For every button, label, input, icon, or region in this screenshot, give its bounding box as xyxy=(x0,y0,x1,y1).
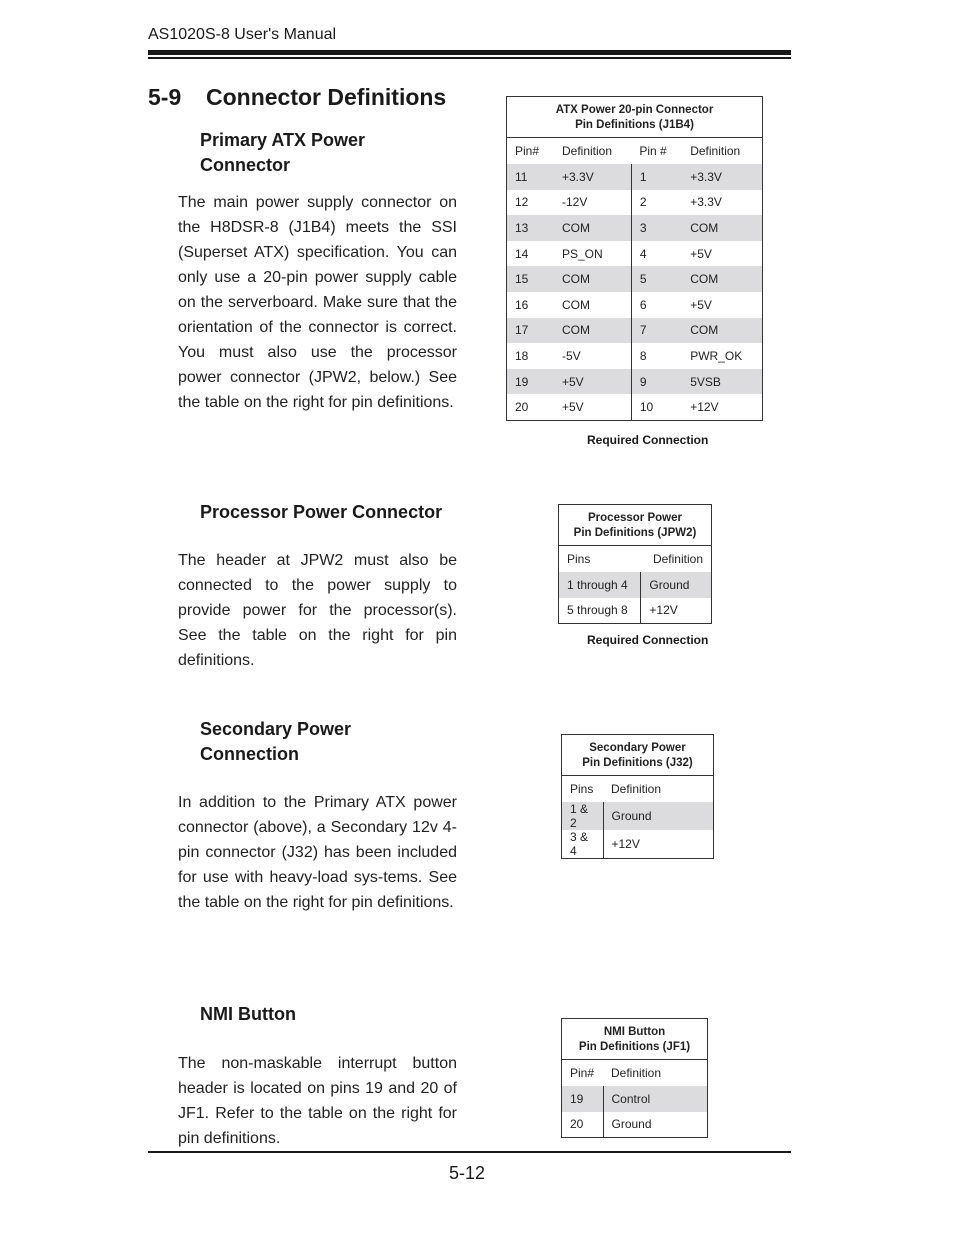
table-cell: +12V xyxy=(682,394,762,420)
nmi-heading: NMI Button xyxy=(200,1004,296,1024)
atx-heading-line2: Connector xyxy=(200,155,290,175)
section-title: Connector Definitions xyxy=(206,84,447,110)
table-header-row xyxy=(559,546,712,573)
table-cell: -12V xyxy=(562,195,588,210)
table-cell: +3.3V xyxy=(554,164,631,190)
nmi-table-subtitle: Pin Definitions (JF1) xyxy=(578,1041,691,1053)
atx-table-caption xyxy=(507,97,763,138)
table-cell: 9 xyxy=(631,369,682,395)
table-row xyxy=(559,572,712,598)
column-header: Pin # xyxy=(639,144,667,158)
column-header: Pins xyxy=(559,546,641,573)
table-row xyxy=(507,215,763,241)
table-row xyxy=(507,190,763,216)
table-cell: COM xyxy=(682,215,762,241)
table-cell: 1 through 4 xyxy=(559,572,641,598)
nmi-pin-table xyxy=(561,1018,708,1138)
table-cell: 2 xyxy=(631,190,682,216)
secondary-heading-line2: Connection xyxy=(200,744,299,764)
table-cell: 19 xyxy=(562,1086,604,1112)
table-cell: 8 xyxy=(631,343,682,369)
table-cell: PWR_OK xyxy=(682,343,762,369)
table-cell: 15 xyxy=(507,266,555,292)
processor-required-note: Required Connection xyxy=(587,633,709,647)
table-cell: +3.3V xyxy=(682,164,762,190)
table-row xyxy=(507,292,763,318)
table-cell: +12V xyxy=(641,598,712,624)
table-row xyxy=(562,802,714,830)
table-row xyxy=(562,1112,708,1138)
table-cell: Ground xyxy=(641,572,712,598)
table-header-row xyxy=(562,1060,708,1087)
table-cell: 12 xyxy=(507,190,555,216)
table-row xyxy=(562,1086,708,1112)
table-row xyxy=(507,369,763,395)
table-cell: +5V xyxy=(554,369,631,395)
table-cell: Ground xyxy=(603,1112,708,1138)
table-header-row xyxy=(507,138,763,165)
table-cell: +12V xyxy=(603,830,714,859)
table-cell: COM xyxy=(562,297,590,312)
table-cell: 3 xyxy=(631,215,682,241)
table-cell: 4 xyxy=(631,241,682,267)
table-cell: 1 xyxy=(631,164,682,190)
column-header: Definition xyxy=(682,138,762,165)
table-cell: 10 xyxy=(631,394,682,420)
processor-table-caption xyxy=(559,505,712,546)
table-cell: PS_ON xyxy=(562,246,603,261)
secondary-table-title: Secondary Power xyxy=(589,742,686,754)
atx-pin-table xyxy=(506,96,763,421)
header-rule-thick xyxy=(148,50,791,55)
header-rule-thin xyxy=(148,57,791,59)
table-cell: COM xyxy=(682,318,762,344)
column-header: Definition xyxy=(603,776,714,803)
table-row xyxy=(507,343,763,369)
table-row xyxy=(507,266,763,292)
table-cell: 5VSB xyxy=(682,369,762,395)
column-header: Pin# xyxy=(562,1060,604,1087)
processor-paragraph: The header at JPW2 must also be connected to the power supply to provide power for the processor(s). See the table on the right for pin definitions. xyxy=(178,552,457,669)
page-number: 5-12 xyxy=(449,1163,486,1183)
footer-rule xyxy=(148,1151,791,1153)
processor-pin-table xyxy=(558,504,712,624)
table-cell: -5V xyxy=(562,348,581,363)
atx-heading-line1: Primary ATX Power xyxy=(200,130,366,150)
table-cell: 1 & 2 xyxy=(562,802,604,830)
nmi-table-title: NMI Button xyxy=(603,1026,666,1038)
table-row xyxy=(507,318,763,344)
table-cell: Control xyxy=(603,1086,708,1112)
column-header: Definition xyxy=(562,144,613,158)
table-cell: +5V xyxy=(554,394,631,420)
table-cell: Ground xyxy=(603,802,714,830)
atx-table-subtitle: Pin Definitions (J1B4) xyxy=(575,119,694,131)
table-cell: +5V xyxy=(682,241,762,267)
column-header: Definition xyxy=(603,1060,708,1087)
secondary-table-caption xyxy=(562,735,714,776)
processor-table-subtitle: Pin Definitions (JPW2) xyxy=(573,527,697,539)
table-cell: 19 xyxy=(507,369,555,395)
table-cell: 17 xyxy=(507,318,555,344)
column-header: Pin# xyxy=(507,138,555,165)
secondary-paragraph: In addition to the Primary ATX power connector (above), a Secondary 12v 4-pin connector (J32) has been included for use with heavy-load sys-tems. See the table on the right for pin definitions. xyxy=(178,794,457,911)
secondary-table-subtitle: Pin Definitions (J32) xyxy=(582,757,693,769)
secondary-pin-table xyxy=(561,734,714,859)
atx-paragraph: The main power supply connector on the H8DSR-8 (J1B4) meets the SSI (Superset ATX) specification. You can only use a 20-pin power supply cable on the serverboard. Make sure that the orientation of the connector is correct. You must also use the processor power connector (JPW2, below.) See the table on the right for pin definitions. xyxy=(178,194,457,411)
running-header: AS1020S-8 User's Manual xyxy=(148,26,337,43)
atx-heading xyxy=(200,128,365,178)
table-cell: 5 xyxy=(631,266,682,292)
table-cell: +3.3V xyxy=(682,190,762,216)
table-header-row xyxy=(562,776,714,803)
table-row xyxy=(562,830,714,859)
column-header: Pins xyxy=(562,776,604,803)
section-number: 5-9 xyxy=(148,84,182,110)
table-row xyxy=(559,598,712,624)
table-cell: COM xyxy=(682,266,762,292)
table-cell: +5V xyxy=(682,292,762,318)
table-row xyxy=(507,394,763,420)
table-cell: 13 xyxy=(507,215,555,241)
table-cell: 18 xyxy=(507,343,555,369)
table-cell: COM xyxy=(554,215,631,241)
table-row xyxy=(507,241,763,267)
column-header: Definition xyxy=(641,546,712,573)
table-cell: COM xyxy=(554,266,631,292)
table-cell: 3 & 4 xyxy=(562,830,604,859)
processor-heading: Processor Power Connector xyxy=(200,502,443,522)
table-cell: COM xyxy=(554,318,631,344)
processor-table-title: Processor Power xyxy=(588,512,682,524)
table-cell: 6 xyxy=(631,292,682,318)
nmi-paragraph: The non-maskable interrupt button header is located on pins 19 and 20 of JF1. Refer to the table on the right for pin definitions. xyxy=(178,1055,457,1147)
table-cell: 20 xyxy=(562,1112,604,1138)
secondary-heading-line1: Secondary Power xyxy=(200,719,352,739)
secondary-heading xyxy=(200,717,351,767)
table-cell: 7 xyxy=(631,318,682,344)
atx-required-note: Required Connection xyxy=(587,433,709,447)
table-cell: 11 xyxy=(507,164,555,190)
table-cell: 5 through 8 xyxy=(559,598,641,624)
atx-table-title: ATX Power 20-pin Connector xyxy=(555,104,714,116)
section-heading xyxy=(148,84,446,111)
table-cell: 14 xyxy=(507,241,555,267)
nmi-table-caption xyxy=(562,1019,708,1060)
table-cell: 20 xyxy=(507,394,555,420)
table-cell: 16 xyxy=(507,292,555,318)
table-row xyxy=(507,164,763,190)
